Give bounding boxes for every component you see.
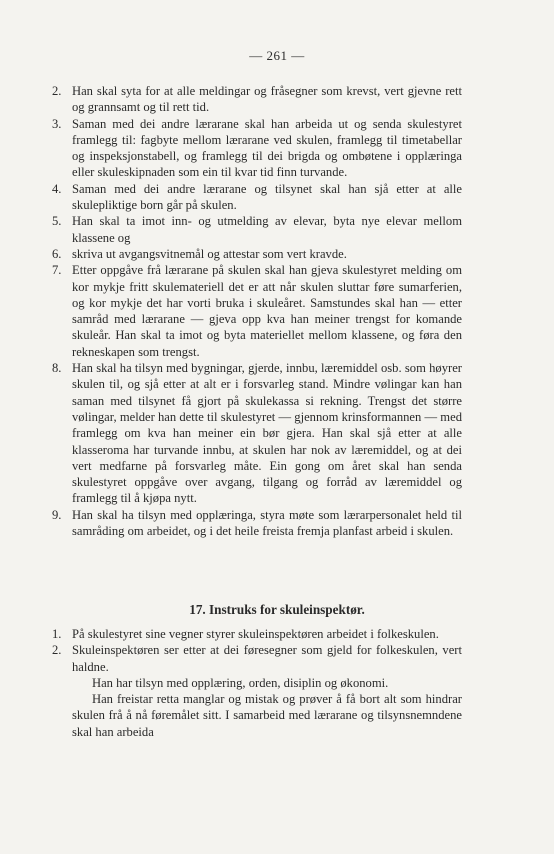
item-number: 3. [52,116,62,131]
list-item [52,116,462,181]
item-number: 8. [52,361,62,376]
item-text: Saman med dei andre lærarane skal han arbeida ut og senda skulestyret framlegg til: fagbyte mellom lærarane ved skulen, framlegg til timetabellar og inspeksjonstabell, og framlegg til dei brigda og ombøtene i opplæringa eller skuleskipnaden som ein til kvar tid finn turvande. [72,116,462,180]
list-item [52,181,462,214]
list-item [52,626,462,642]
item-number: 6. [52,246,62,261]
item-number: 7. [52,263,62,278]
paragraph: Han har tilsyn med opplæring, orden, disiplin og økonomi. [92,675,389,690]
item-number: 4. [52,181,62,196]
list-item [52,213,462,246]
item-text: Etter oppgåve frå lærarane på skulen skal han gjeva skulestyret melding om kor mykje fritt skulemateriell det er att når skulen sluttar føre sumarferien, og kor mykje det har vorti bruka i skuleåret. Samstundes skal han — etter samråd med lærarane — gjeva opp kva han meiner trengst for komande skuleår. Han skal ta imot og byta materiellet mellom klassene, og føra den rekneskapen som trengst. [72,263,462,359]
list-item [52,642,462,675]
list-item [52,360,462,507]
instruction-list-continued [52,83,462,539]
list-item [52,246,462,262]
item-text: Han skal ha tilsyn med opplæringa, styra møte som lærarpersonalet held til samråding om arbeidet, og i det heile freista fremja planfast arbeid i skulen. [72,507,462,539]
list-item [52,83,462,116]
item-number: 1. [52,627,62,641]
item-text: På skulestyret sine vegner styrer skuleinspektøren arbeidet i folkeskulen. [72,627,439,641]
item-text: Skuleinspektøren ser etter at dei føresegner som gjeld for folkeskulen, vert haldne. [72,643,462,674]
paragraph: Han freistar retta manglar og mistak og prøver å få bort alt som hindrar skulen frå å nå føremålet sitt. I samarbeid med lærarane og tilsynsnemndene skal han arbeida [72,692,462,739]
page-number: — 261 — [249,48,305,63]
list-item [52,262,462,360]
item-text: Saman med dei andre lærarane og tilsynet skal han sjå etter at alle skulepliktige born går på skulen. [72,181,462,213]
item-number: 5. [52,214,62,229]
item-number: 9. [52,507,62,522]
item-number: 2. [52,643,62,658]
item-text: Han skal syta for at alle meldingar og fråsegner som krevst, vert gjevne rett og grannsamt og til rett tid. [72,84,462,115]
item-number: 2. [52,84,62,98]
item-text: Han skal ta imot inn- og utmelding av elevar, byta nye elevar mellom klassene og [72,214,462,245]
list-item [52,507,462,540]
section-heading: 17. Instruks for skuleinspektør. [189,602,365,617]
item-text: skriva ut avgangsvitnemål og attestar som vert kravde. [72,246,347,261]
inspector-instruction-list [52,626,462,740]
item-text: Han skal ha tilsyn med bygningar, gjerde, innbu, læremiddel osb. som høyrer skulen til, og sjå etter at alt er i forsvarleg stand. Mindre vølingar kan han saman med tilsynet få gjort på skulekassa si rekning. Trengst det større vølingar, melder han dette til skulestyret — gjennom krinsformannen — med framlegg om kva han meiner ein bør gjera. Han skal sjå etter at alle klasseroma har turvande innbu, at skulen har nok av læremiddel, og at dei vert medfarne på forsvarleg måte. Ein gong om året skal han senda skulestyret oppgåve over avgang, tilgang og forråd av læremiddel og framlegg til å kjøpa nytt. [72,361,462,506]
